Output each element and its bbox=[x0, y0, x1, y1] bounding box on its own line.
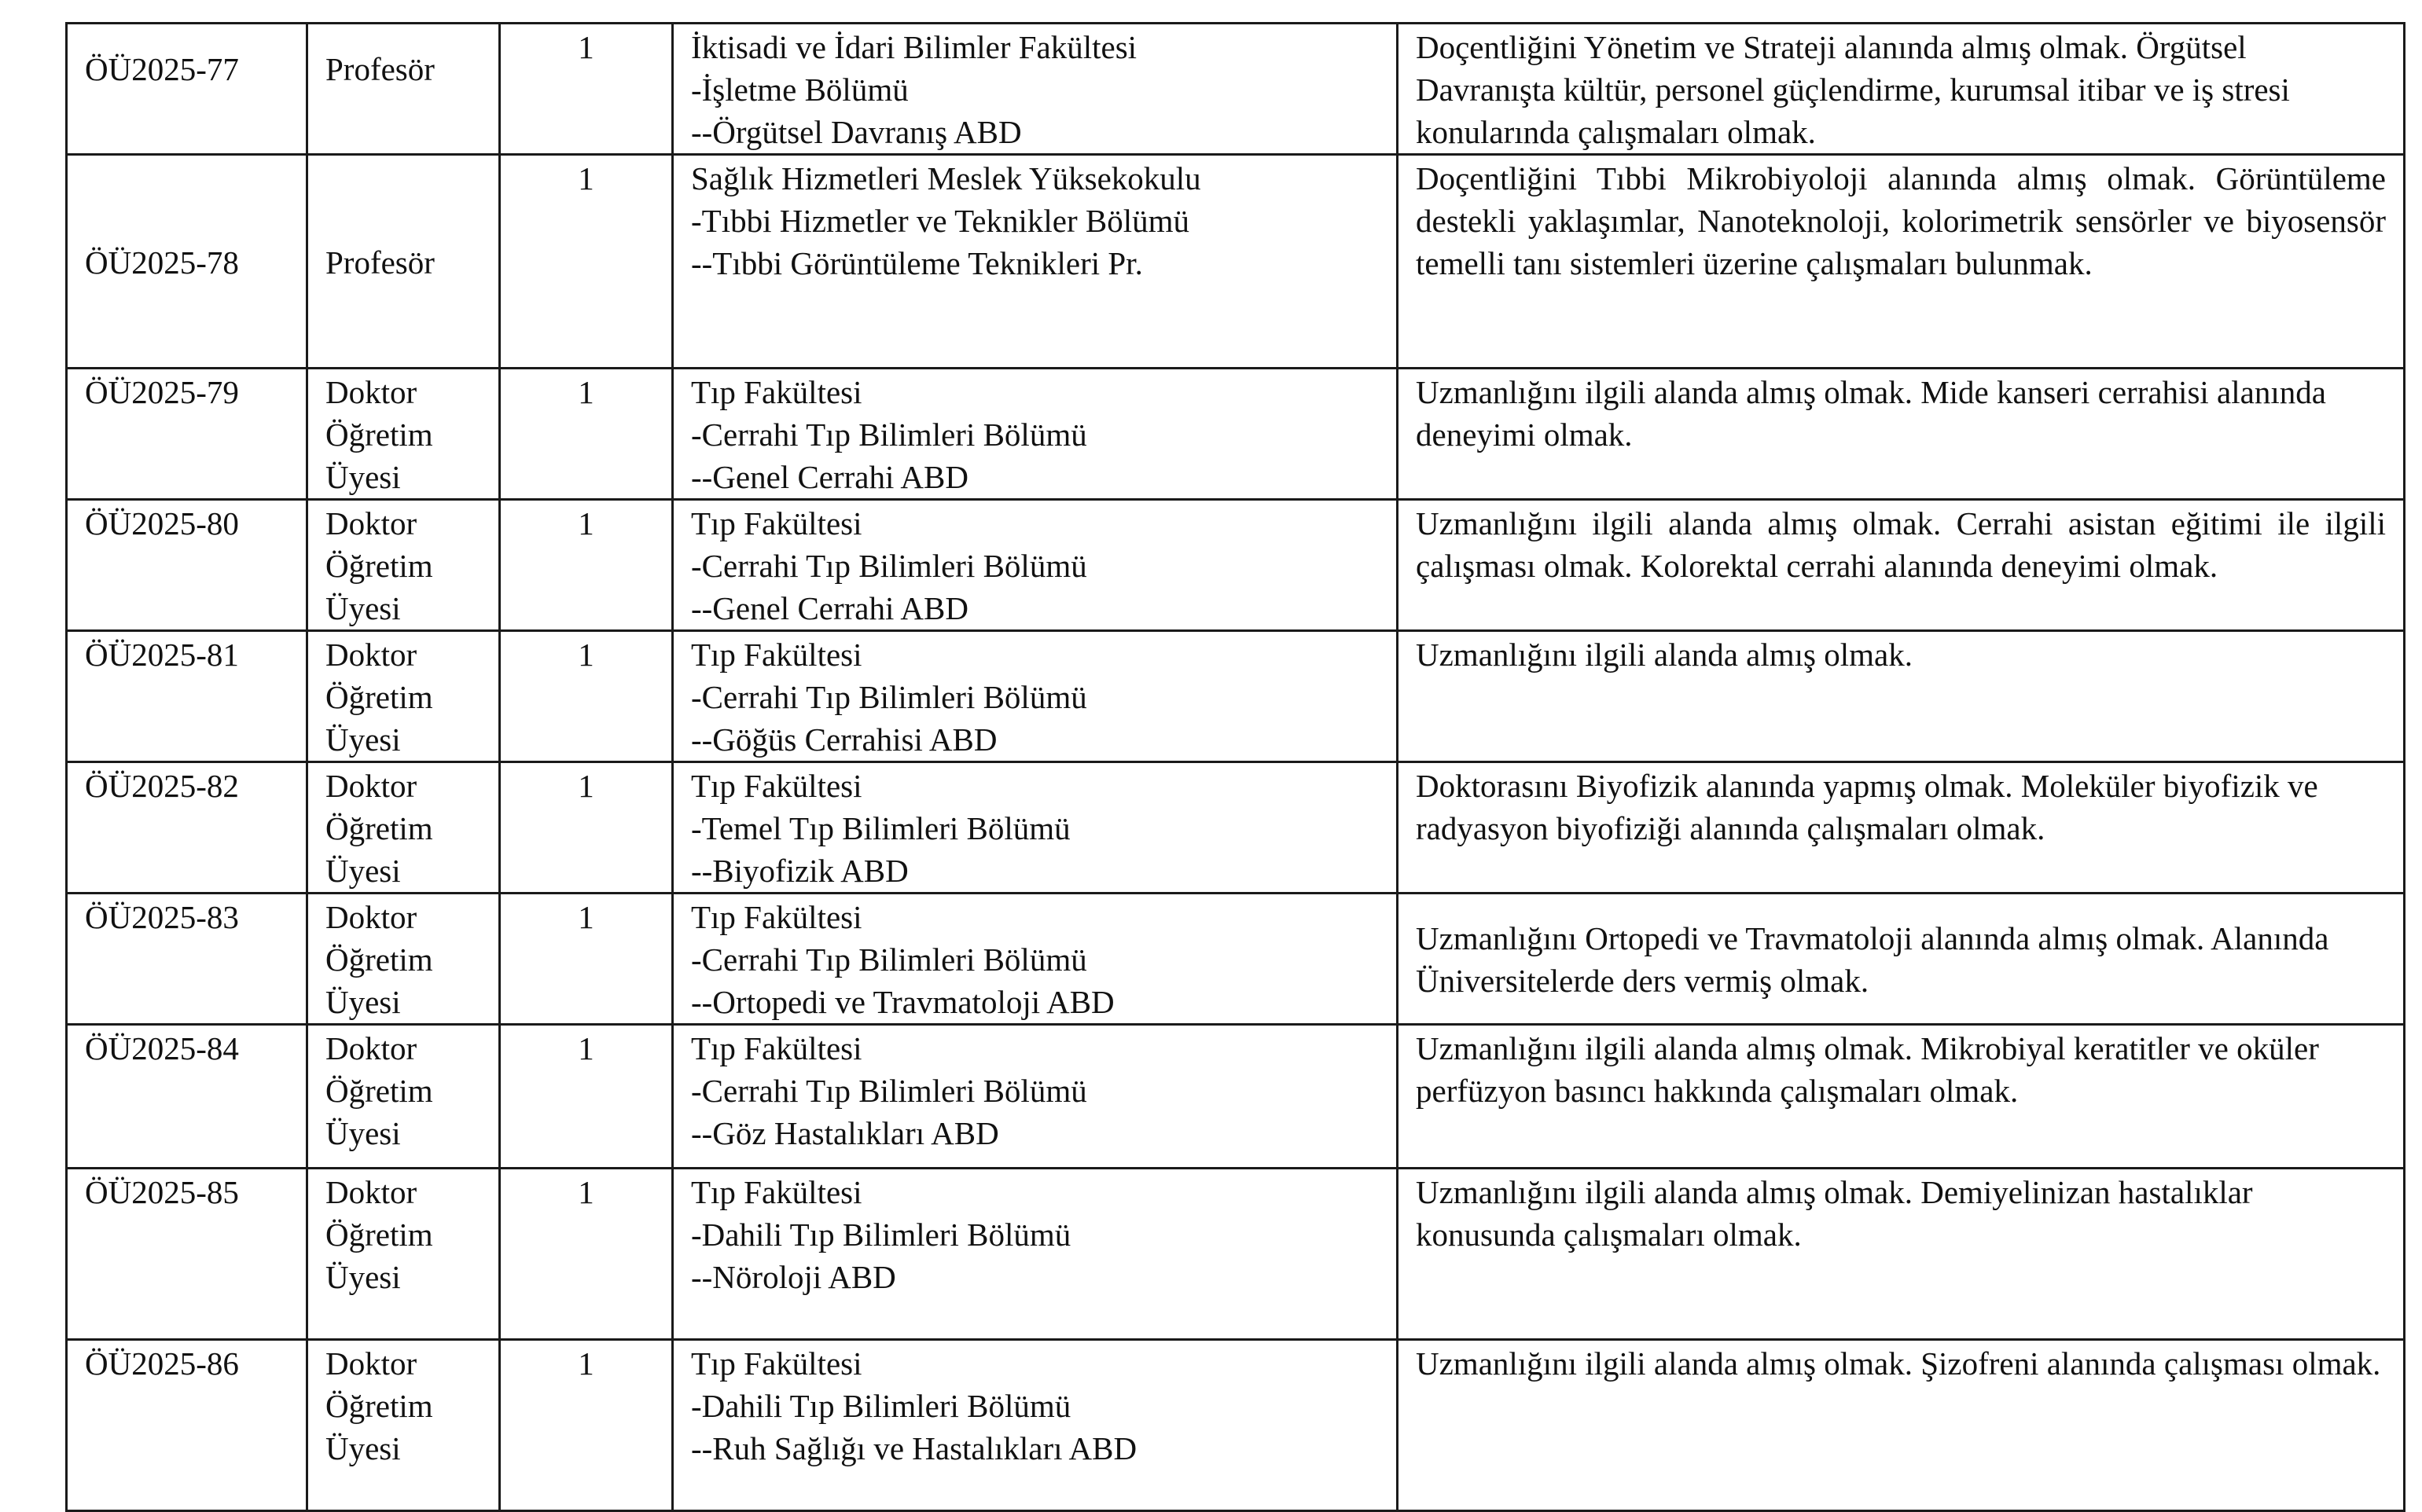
table-row bbox=[67, 1025, 2405, 1169]
position-count: 1 bbox=[500, 24, 673, 155]
table-row bbox=[67, 24, 2405, 155]
unit-faculty: Tıp Fakültesi bbox=[691, 768, 862, 804]
unit-division: --Tıbbi Görüntüleme Teknikleri Pr. bbox=[691, 245, 1143, 281]
position-count: 1 bbox=[500, 631, 673, 762]
position-requirement: Doktorasını Biyofizik alanında yapmış olmak. Moleküler biyofizik ve radyasyon biyofiziği alanında çalışmaları olmak. bbox=[1398, 762, 2405, 894]
unit-faculty: Sağlık Hizmetleri Meslek Yüksekokulu bbox=[691, 160, 1201, 196]
position-unit bbox=[673, 369, 1398, 500]
position-unit bbox=[673, 24, 1398, 155]
unit-department: -Cerrahi Tıp Bilimleri Bölümü bbox=[691, 417, 1087, 453]
unit-faculty: Tıp Fakültesi bbox=[691, 1345, 862, 1382]
position-code: ÖÜ2025-85 bbox=[67, 1169, 307, 1340]
unit-faculty: Tıp Fakültesi bbox=[691, 374, 862, 410]
position-title: Doktor Öğretim Üyesi bbox=[307, 1169, 500, 1340]
position-title: Profesör bbox=[307, 24, 500, 155]
table-row bbox=[67, 155, 2405, 369]
unit-department: -Cerrahi Tıp Bilimleri Bölümü bbox=[691, 548, 1087, 584]
unit-faculty: Tıp Fakültesi bbox=[691, 1030, 862, 1066]
position-code: ÖÜ2025-77 bbox=[67, 24, 307, 155]
position-count: 1 bbox=[500, 1025, 673, 1169]
position-count: 1 bbox=[500, 155, 673, 369]
position-unit bbox=[673, 155, 1398, 369]
position-requirement: Uzmanlığını ilgili alanda almış olmak. Cerrahi asistan eğitimi ile ilgili çalışması olmak. Kolorektal cerrahi alanında deneyimi olmak. bbox=[1398, 500, 2405, 631]
position-code: ÖÜ2025-81 bbox=[67, 631, 307, 762]
table-row bbox=[67, 762, 2405, 894]
position-title: Profesör bbox=[307, 155, 500, 369]
position-count: 1 bbox=[500, 369, 673, 500]
position-requirement: Uzmanlığını ilgili alanda almış olmak. Mikrobiyal keratitler ve oküler perfüzyon basıncı hakkında çalışmaları olmak. bbox=[1398, 1025, 2405, 1169]
position-unit bbox=[673, 1025, 1398, 1169]
unit-division: --Genel Cerrahi ABD bbox=[691, 590, 968, 626]
position-requirement: Doçentliğini Tıbbi Mikrobiyoloji alanında almış olmak. Görüntüleme destekli yaklaşımlar, Nanoteknoloji, kolorimetrik sensörler ve biyosensör temelli tanı sistemleri üzerine çalışmaları bulunmak. bbox=[1398, 155, 2405, 369]
position-unit bbox=[673, 631, 1398, 762]
unit-department: -Tıbbi Hizmetler ve Teknikler Bölümü bbox=[691, 203, 1189, 239]
position-requirement: Uzmanlığını ilgili alanda almış olmak. bbox=[1398, 631, 2405, 762]
position-title: Doktor Öğretim Üyesi bbox=[307, 1340, 500, 1511]
position-requirement: Uzmanlığını Ortopedi ve Travmatoloji alanında almış olmak. Alanında Üniversitelerde ders vermiş olmak. bbox=[1398, 894, 2405, 1025]
unit-division: --Biyofizik ABD bbox=[691, 853, 909, 889]
unit-division: --Örgütsel Davranış ABD bbox=[691, 114, 1022, 150]
position-count: 1 bbox=[500, 500, 673, 631]
position-count: 1 bbox=[500, 1169, 673, 1340]
unit-department: -Cerrahi Tıp Bilimleri Bölümü bbox=[691, 679, 1087, 715]
unit-department: -Cerrahi Tıp Bilimleri Bölümü bbox=[691, 941, 1087, 978]
table-row bbox=[67, 500, 2405, 631]
unit-department: -Dahili Tıp Bilimleri Bölümü bbox=[691, 1217, 1071, 1253]
position-code: ÖÜ2025-79 bbox=[67, 369, 307, 500]
position-title: Doktor Öğretim Üyesi bbox=[307, 631, 500, 762]
table-row bbox=[67, 1169, 2405, 1340]
position-count: 1 bbox=[500, 1340, 673, 1511]
position-title: Doktor Öğretim Üyesi bbox=[307, 894, 500, 1025]
position-count: 1 bbox=[500, 894, 673, 1025]
unit-faculty: Tıp Fakültesi bbox=[691, 637, 862, 673]
position-unit bbox=[673, 500, 1398, 631]
unit-department: -Cerrahi Tıp Bilimleri Bölümü bbox=[691, 1073, 1087, 1109]
position-requirement: Uzmanlığını ilgili alanda almış olmak. Şizofreni alanında çalışması olmak. bbox=[1398, 1340, 2405, 1511]
position-title: Doktor Öğretim Üyesi bbox=[307, 500, 500, 631]
unit-department: -Temel Tıp Bilimleri Bölümü bbox=[691, 810, 1071, 846]
table-row bbox=[67, 369, 2405, 500]
position-code: ÖÜ2025-84 bbox=[67, 1025, 307, 1169]
position-unit bbox=[673, 762, 1398, 894]
position-unit bbox=[673, 894, 1398, 1025]
unit-department: -Dahili Tıp Bilimleri Bölümü bbox=[691, 1388, 1071, 1424]
unit-division: --Ortopedi ve Travmatoloji ABD bbox=[691, 984, 1115, 1020]
unit-faculty: Tıp Fakültesi bbox=[691, 899, 862, 935]
position-code: ÖÜ2025-83 bbox=[67, 894, 307, 1025]
position-requirement: Uzmanlığını ilgili alanda almış olmak. Mide kanseri cerrahisi alanında deneyimi olmak. bbox=[1398, 369, 2405, 500]
unit-division: --Genel Cerrahi ABD bbox=[691, 459, 968, 495]
position-unit bbox=[673, 1169, 1398, 1340]
unit-division: --Nöroloji ABD bbox=[691, 1259, 896, 1295]
table-row bbox=[67, 1340, 2405, 1511]
position-code: ÖÜ2025-82 bbox=[67, 762, 307, 894]
table-row bbox=[67, 631, 2405, 762]
position-title: Doktor Öğretim Üyesi bbox=[307, 1025, 500, 1169]
position-code: ÖÜ2025-78 bbox=[67, 155, 307, 369]
unit-faculty: Tıp Fakültesi bbox=[691, 1174, 862, 1210]
unit-faculty: Tıp Fakültesi bbox=[691, 505, 862, 541]
position-count: 1 bbox=[500, 762, 673, 894]
position-code: ÖÜ2025-86 bbox=[67, 1340, 307, 1511]
position-requirement: Doçentliğini Yönetim ve Strateji alanında almış olmak. Örgütsel Davranışta kültür, personel güçlendirme, kurumsal itibar ve iş stresi konularında çalışmaları olmak. bbox=[1398, 24, 2405, 155]
table-row bbox=[67, 894, 2405, 1025]
position-unit bbox=[673, 1340, 1398, 1511]
unit-department: -İşletme Bölümü bbox=[691, 72, 909, 108]
position-title: Doktor Öğretim Üyesi bbox=[307, 369, 500, 500]
unit-division: --Ruh Sağlığı ve Hastalıkları ABD bbox=[691, 1430, 1137, 1466]
positions-table bbox=[65, 22, 2405, 1512]
unit-division: --Göğüs Cerrahisi ABD bbox=[691, 721, 998, 758]
position-requirement: Uzmanlığını ilgili alanda almış olmak. Demiyelinizan hastalıklar konusunda çalışmaları olmak. bbox=[1398, 1169, 2405, 1340]
position-code: ÖÜ2025-80 bbox=[67, 500, 307, 631]
unit-faculty: İktisadi ve İdari Bilimler Fakültesi bbox=[691, 29, 1137, 65]
position-title: Doktor Öğretim Üyesi bbox=[307, 762, 500, 894]
unit-division: --Göz Hastalıkları ABD bbox=[691, 1115, 999, 1151]
